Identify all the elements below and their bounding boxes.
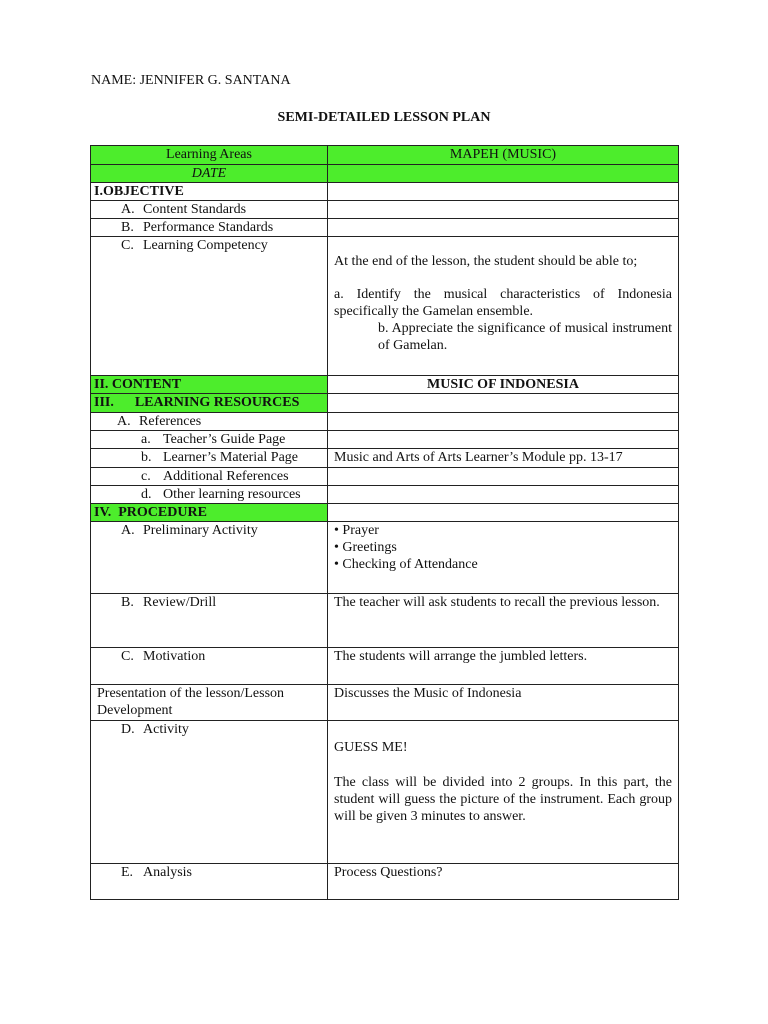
learning-competency-value bbox=[328, 237, 679, 376]
item-number: c. bbox=[141, 469, 151, 484]
item-number: E. bbox=[121, 865, 134, 880]
item-label: Review/Drill bbox=[143, 595, 217, 610]
competency-a: a. Identify the musical characteristics of Indonesia specifically the Gamelan ensemble. bbox=[334, 287, 672, 319]
review-drill-value: The teacher will ask students to recall the previous lesson. bbox=[328, 594, 679, 648]
item-label: Analysis bbox=[143, 865, 192, 880]
activity-title: GUESS ME! bbox=[334, 740, 408, 755]
item-label: References bbox=[139, 414, 202, 429]
additional-references-label bbox=[91, 468, 328, 486]
item-label: Learner’s Material Page bbox=[163, 450, 299, 465]
learning-resources-heading: III. LEARNING RESOURCES bbox=[91, 394, 328, 413]
learning-areas-label: Learning Areas bbox=[91, 146, 328, 165]
teachers-guide-label bbox=[91, 431, 328, 449]
content-heading: II. CONTENT bbox=[91, 376, 328, 394]
date-value bbox=[328, 165, 679, 183]
performance-standards-label bbox=[91, 219, 328, 237]
procedure-heading: IV. PROCEDURE bbox=[91, 504, 328, 522]
item-label: Learning Competency bbox=[143, 238, 268, 253]
objective-heading: I.OBJECTIVE bbox=[91, 183, 328, 201]
item-number: B. bbox=[121, 595, 134, 610]
item-label: Performance Standards bbox=[143, 220, 274, 235]
preliminary-activity-label bbox=[91, 522, 328, 594]
item-label: Content Standards bbox=[143, 202, 247, 217]
motivation-value: The students will arrange the jumbled letters. bbox=[328, 648, 679, 685]
activity-value bbox=[328, 721, 679, 864]
additional-references-value bbox=[328, 468, 679, 486]
document-title: SEMI-DETAILED LESSON PLAN bbox=[277, 110, 491, 125]
learning-resources-value bbox=[328, 394, 679, 413]
item-number: A. bbox=[121, 523, 135, 538]
item-label: Preliminary Activity bbox=[143, 523, 258, 538]
item-number: A. bbox=[117, 414, 131, 429]
analysis-value: Process Questions? bbox=[328, 864, 679, 900]
name-line: NAME: JENNIFER G. SANTANA bbox=[91, 73, 291, 88]
references-value bbox=[328, 413, 679, 431]
procedure-value bbox=[328, 504, 679, 522]
item-label: Motivation bbox=[143, 649, 206, 664]
bullet-item: • Prayer bbox=[334, 523, 379, 538]
item-label: Other learning resources bbox=[163, 487, 301, 502]
objective-value bbox=[328, 183, 679, 201]
lesson-plan-table bbox=[90, 145, 679, 900]
activity-description: The class will be divided into 2 groups. In this part, the student will guess the picture of the instrument. Each group will be given 3 minutes to answer. bbox=[334, 775, 672, 824]
bullet-item: • Checking of Attendance bbox=[334, 557, 478, 572]
other-resources-value bbox=[328, 486, 679, 504]
item-number: A. bbox=[121, 202, 135, 217]
date-label: DATE bbox=[91, 165, 328, 183]
learning-areas-value: MAPEH (MUSIC) bbox=[328, 146, 679, 165]
other-resources-label bbox=[91, 486, 328, 504]
preliminary-activity-value bbox=[328, 522, 679, 594]
bullet-item: • Greetings bbox=[334, 540, 397, 555]
review-drill-label bbox=[91, 594, 328, 648]
item-number: D. bbox=[121, 722, 135, 737]
content-value: MUSIC OF INDONESIA bbox=[328, 376, 679, 394]
item-number: b. bbox=[141, 450, 152, 465]
presentation-value: Discusses the Music of Indonesia bbox=[328, 685, 679, 721]
content-standards-label bbox=[91, 201, 328, 219]
analysis-label bbox=[91, 864, 328, 900]
item-number: B. bbox=[121, 220, 134, 235]
motivation-label bbox=[91, 648, 328, 685]
item-number: a. bbox=[141, 432, 151, 447]
presentation-label: Presentation of the lesson/Lesson Development bbox=[91, 685, 328, 721]
learners-material-value: Music and Arts of Arts Learner’s Module pp. 13-17 bbox=[328, 449, 679, 468]
performance-standards-value bbox=[328, 219, 679, 237]
item-label: Activity bbox=[143, 722, 189, 737]
item-label: Teacher’s Guide Page bbox=[163, 432, 286, 447]
activity-label bbox=[91, 721, 328, 864]
teachers-guide-value bbox=[328, 431, 679, 449]
item-number: C. bbox=[121, 649, 134, 664]
learning-competency-label bbox=[91, 237, 328, 376]
references-label bbox=[91, 413, 328, 431]
learners-material-label bbox=[91, 449, 328, 468]
item-label: Additional References bbox=[163, 469, 289, 484]
item-number: C. bbox=[121, 238, 134, 253]
content-standards-value bbox=[328, 201, 679, 219]
competency-b: b. Appreciate the significance of musical instrument of Gamelan. bbox=[378, 321, 672, 353]
item-number: d. bbox=[141, 487, 152, 502]
competency-intro: At the end of the lesson, the student should be able to; bbox=[334, 254, 638, 269]
